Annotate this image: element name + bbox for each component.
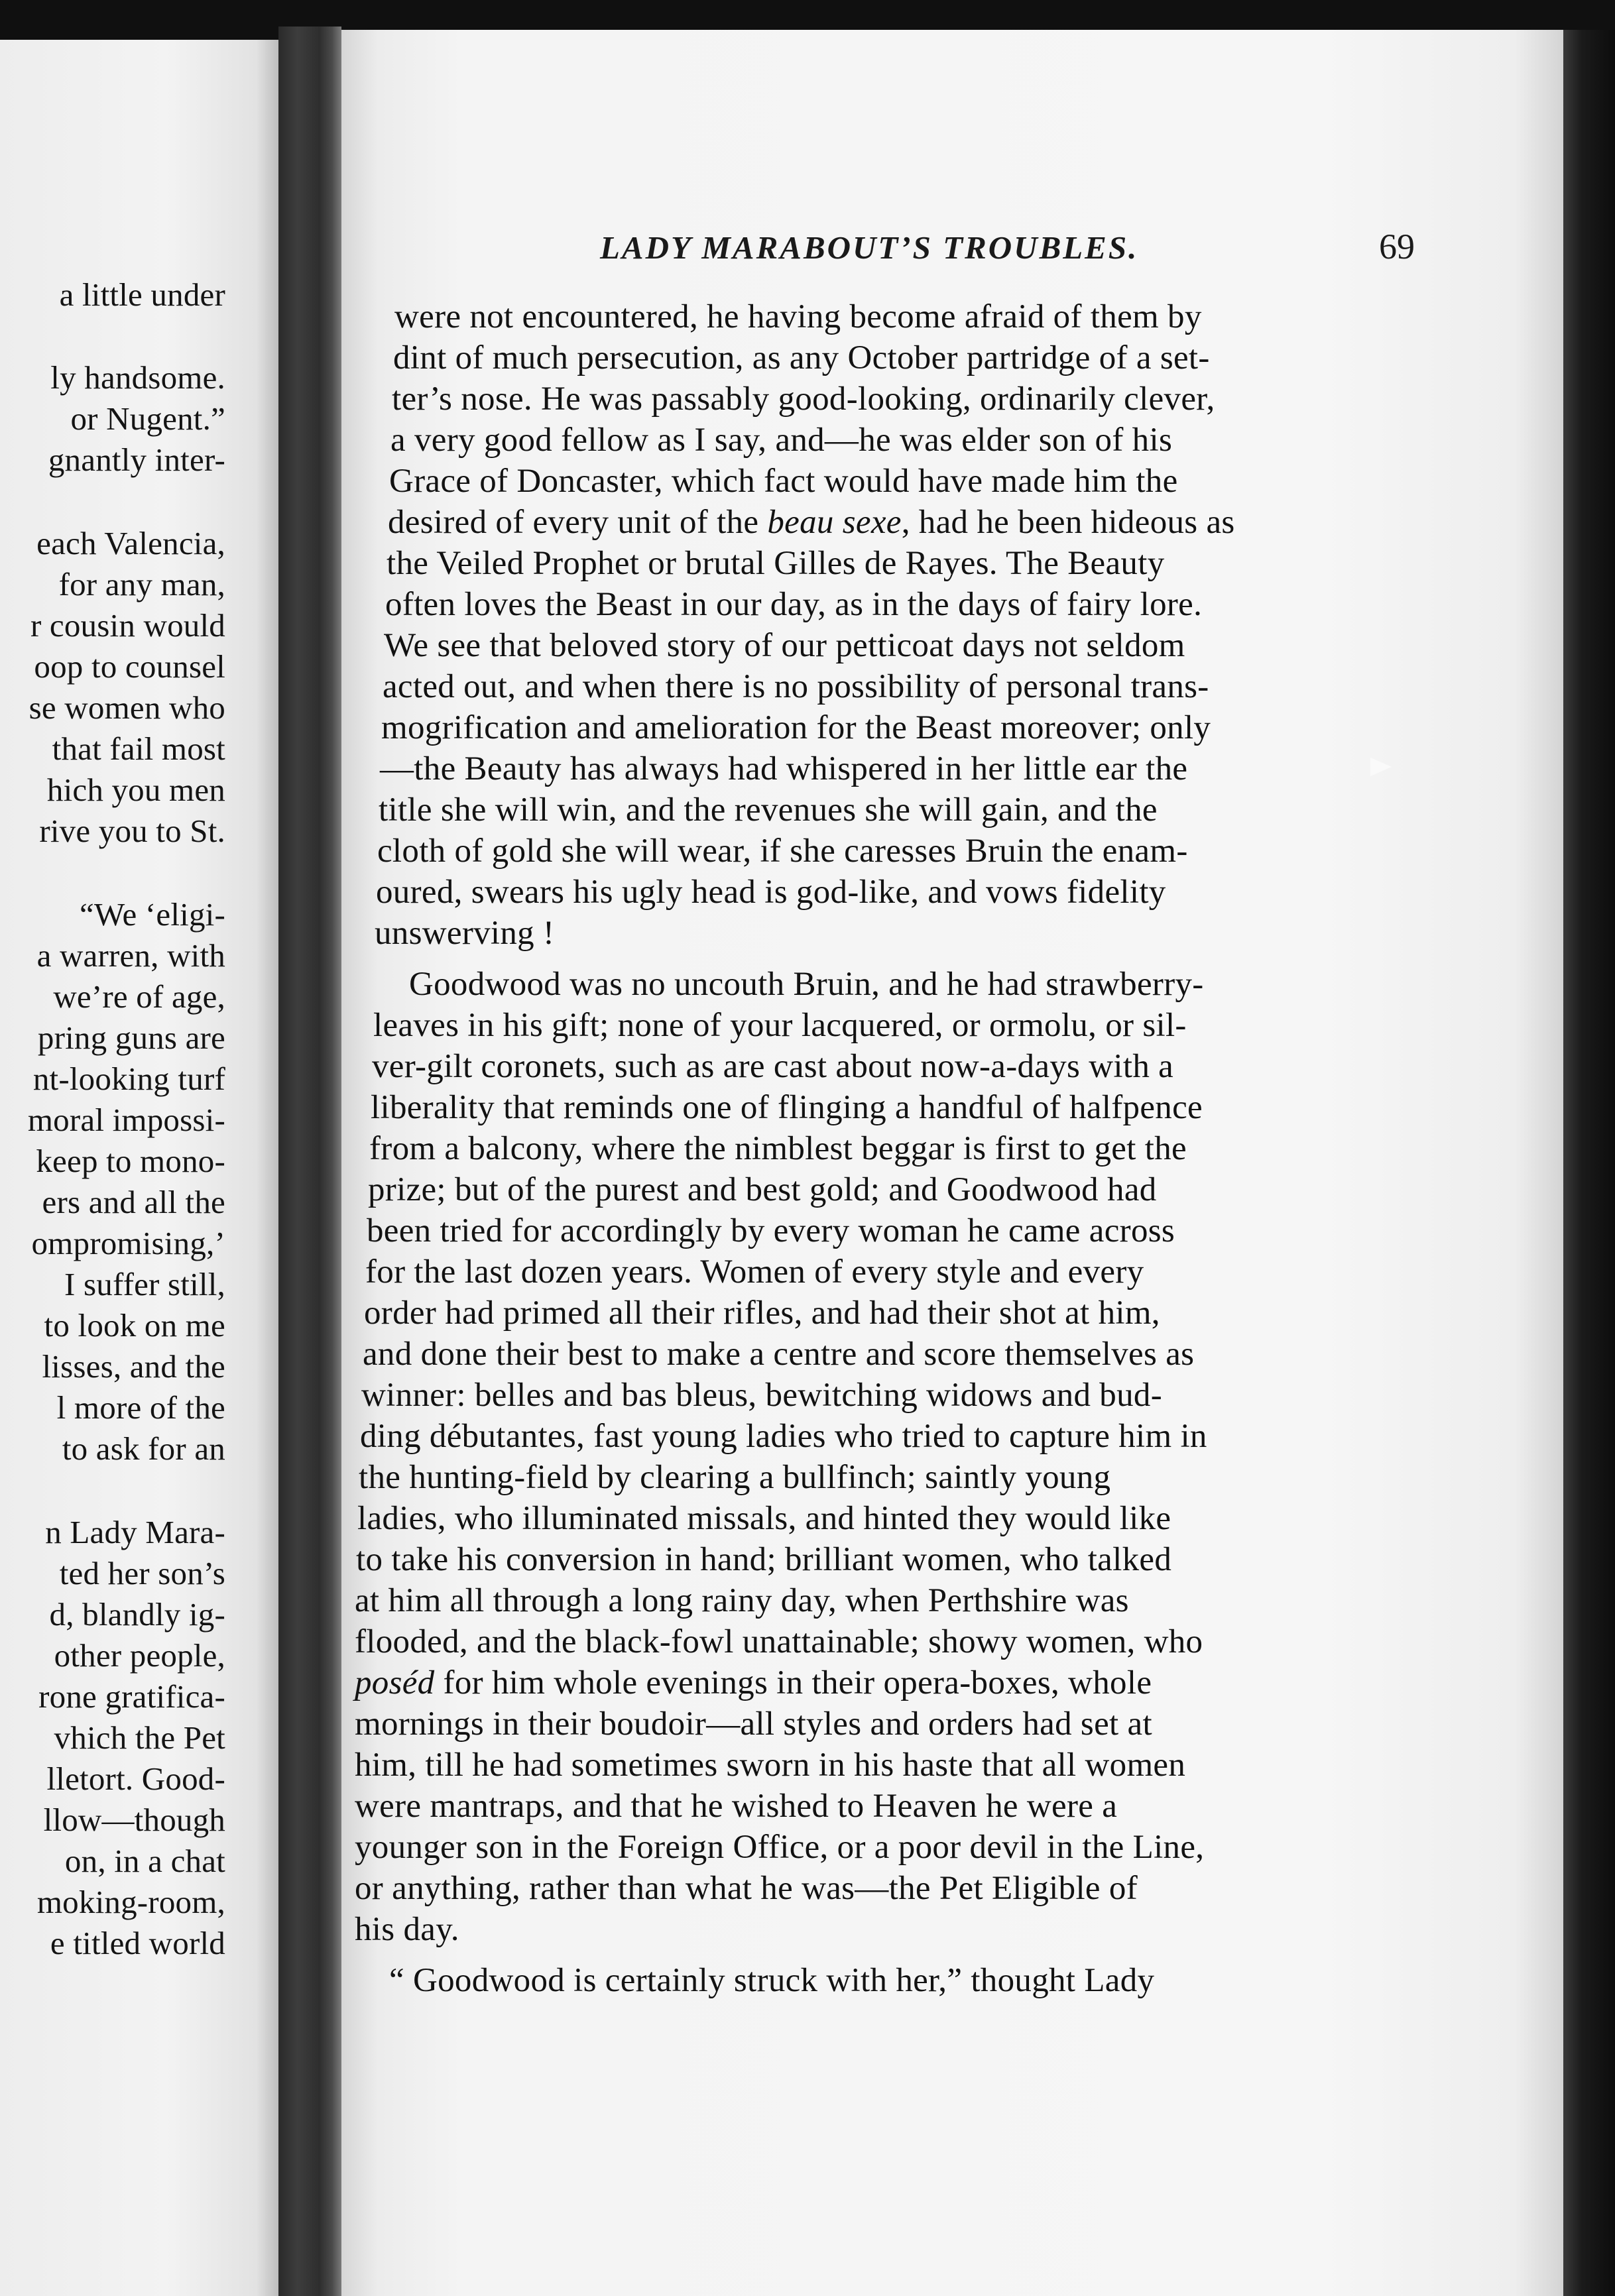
left-line: ompromising,’ [31, 1225, 225, 1261]
right-page-edge [1563, 30, 1615, 2296]
left-line: I suffer still, [64, 1266, 225, 1302]
text-line: winner: belles and bas bleus, bewitching widows and bud- [361, 1377, 1162, 1414]
text-line: ter’s nose. He was passably good-looking, ordinarily clever, [392, 380, 1215, 418]
text-line: his day. [355, 1911, 459, 1948]
left-line: se women who [29, 689, 225, 726]
text-line: unswerving ! [375, 915, 555, 952]
left-line: ly handsome. [50, 359, 225, 396]
body-text [341, 30, 1563, 2296]
left-line: that fail most [52, 730, 225, 767]
text-line: leaves in his gift; none of your lacquered, or ormolu, or sil- [373, 1007, 1187, 1044]
text-line: to take his conversion in hand; brilliant women, who talked [356, 1541, 1172, 1578]
text-line: the hunting-field by clearing a bullfinch; saintly young [359, 1459, 1111, 1496]
left-line: on, in a chat [64, 1843, 225, 1879]
text-line: desired of every unit of the beau sexe, had he been hideous as [388, 504, 1235, 541]
text-line: order had primed all their rifles, and had their shot at him, [364, 1294, 1160, 1332]
right-page [341, 30, 1563, 2296]
text-line: for the last dozen years. Women of every style and every [365, 1253, 1144, 1291]
left-line: gnantly inter- [48, 441, 225, 478]
text-line: prize; but of the purest and best gold; and Goodwood had [368, 1171, 1157, 1208]
left-line: to ask for an [62, 1430, 225, 1467]
left-line: hich you men [46, 772, 225, 808]
text-line: cloth of gold she will wear, if she caresses Bruin the enam- [377, 832, 1188, 870]
text-line: poséd for him whole evenings in their opera-boxes, whole [355, 1664, 1152, 1701]
left-line: or Nugent.” [70, 400, 225, 437]
left-line: vhich the Pet [54, 1719, 225, 1756]
text-line: from a balcony, where the nimblest beggar is first to get the [369, 1130, 1187, 1167]
text-line: Goodwood was no uncouth Bruin, and he had strawberry- [409, 966, 1204, 1003]
page-number: 69 [1379, 227, 1415, 266]
left-line: lisses, and the [42, 1348, 225, 1385]
left-line: “We ‘eligi- [80, 896, 225, 933]
text-line: ding débutantes, fast young ladies who tried to capture him in [360, 1418, 1207, 1455]
left-line: each Valencia, [36, 525, 225, 561]
text-line: liberality that reminds one of flinging a handful of halfpence [371, 1089, 1203, 1126]
left-line: l more of the [56, 1389, 225, 1426]
left-line: moral impossi- [27, 1102, 225, 1138]
text-line: ver-gilt coronets, such as are cast about now-a-days with a [372, 1048, 1174, 1085]
text-line: and done their best to make a centre and score themselves as [363, 1336, 1195, 1373]
left-line: llow—though [43, 1802, 225, 1838]
text-line: a very good fellow as I say, and—he was elder son of his [390, 422, 1173, 459]
text-line: were not encountered, he having become afraid of them by [394, 298, 1202, 335]
book-gutter [278, 27, 341, 2296]
text-line: or anything, rather than what he was—the Pet Eligible of [355, 1870, 1138, 1907]
text-line: acted out, and when there is no possibility of personal trans- [383, 668, 1209, 705]
left-line: rive you to St. [39, 813, 225, 849]
text-line: “ Goodwood is certainly struck with her,” thought Lady [389, 1962, 1155, 1999]
left-line: oop to counsel [34, 648, 225, 685]
left-line: ers and all the [42, 1184, 225, 1220]
running-head: LADY MARABOUT’S TROUBLES. [600, 229, 1139, 266]
left-line: for any man, [58, 566, 225, 603]
text-line: mogrification and amelioration for the Beast moreover; only [381, 709, 1211, 746]
text-line: mornings in their boudoir—all styles and orders had set at [355, 1705, 1152, 1743]
left-line: we’re of age, [53, 978, 225, 1015]
left-line: lletort. Good- [46, 1760, 225, 1797]
text-line: oured, swears his ugly head is god-like, and vows fidelity [376, 874, 1166, 911]
text-line: —the Beauty has always had whispered in her little ear the [380, 750, 1188, 787]
left-line: other people, [54, 1637, 225, 1674]
text-line: at him all through a long rainy day, when Perthshire was [355, 1582, 1129, 1619]
margin-arrow-mark [1370, 758, 1392, 776]
text-line: flooded, and the black-fowl unattainable; showy women, who [355, 1623, 1203, 1660]
left-line: keep to mono- [36, 1143, 225, 1179]
text-line: younger son in the Foreign Office, or a poor devil in the Line, [355, 1829, 1205, 1866]
left-page-fragment [0, 40, 278, 2296]
text-line: dint of much persecution, as any October partridge of a set- [393, 339, 1210, 376]
text-line: been tried for accordingly by every woman he came across [367, 1212, 1175, 1249]
text-line: title she will win, and the revenues she will gain, and the [379, 791, 1158, 829]
text-line: Grace of Doncaster, which fact would have made him the [389, 463, 1178, 500]
left-line: a warren, with [36, 937, 225, 974]
left-line: moking-room, [36, 1884, 225, 1920]
text-line: We see that beloved story of our petticoat days not seldom [384, 627, 1185, 664]
text-line: often loves the Beast in our day, as in the days of fairy lore. [385, 586, 1203, 623]
text-line: the Veiled Prophet or brutal Gilles de Rayes. The Beauty [387, 545, 1165, 582]
left-line: ted her son’s [59, 1555, 225, 1591]
left-line: rone gratifica- [38, 1678, 225, 1715]
left-line: nt-looking turf [32, 1061, 225, 1097]
left-line: e titled world [50, 1925, 225, 1961]
text-line: were mantraps, and that he wished to Heaven he were a [355, 1788, 1118, 1825]
left-line: pring guns are [37, 1019, 225, 1056]
left-line: d, blandly ig- [49, 1596, 225, 1633]
text-line: ladies, who illuminated missals, and hinted they would like [357, 1500, 1171, 1537]
text-line: him, till he had sometimes sworn in his haste that all women [355, 1747, 1186, 1784]
left-line: r cousin would [30, 607, 225, 644]
left-line: a little under [59, 276, 225, 313]
left-line: n Lady Mara- [45, 1514, 225, 1550]
left-line: to look on me [44, 1307, 225, 1344]
